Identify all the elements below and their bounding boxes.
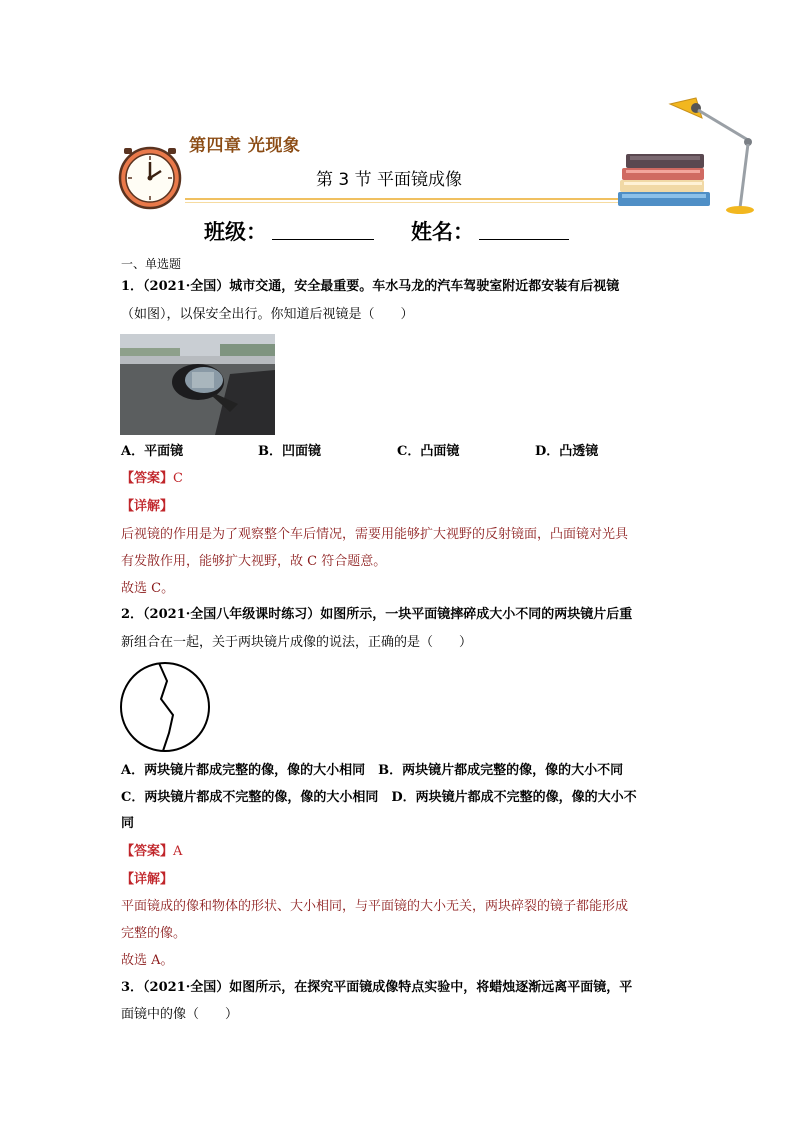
q2-answer xyxy=(121,838,182,866)
q1-option-a[interactable]: A．平面镜 xyxy=(121,444,184,459)
answer-tag: 【答案】 xyxy=(121,471,174,486)
section-title: 第 3 节 平面镜成像 xyxy=(316,170,463,190)
broken-mirror-figure xyxy=(119,661,213,753)
q2-stem-line1: 2．（2021·全国八年级课时练习）如图所示，一块平面镜摔碎成大小不同的两块镜片后重 xyxy=(121,607,633,622)
books-lamp-illustration xyxy=(612,96,762,218)
q2-detail-tag: 【详解】 xyxy=(121,872,174,887)
q1-option-b[interactable]: B．凹面镜 xyxy=(258,444,321,459)
answer-tag: 【答案】 xyxy=(121,844,174,859)
q3-stem-line2: 面镜中的像（ ） xyxy=(121,1007,239,1022)
header-rule-thin xyxy=(185,202,625,203)
q1-stem-line1: 1．（2021·全国）城市交通，安全最重要。车水马龙的汽车驾驶室附近都安装有后视镜 xyxy=(121,279,620,294)
q1-answer xyxy=(121,465,183,493)
answer-value: C xyxy=(173,471,183,486)
q2-options-line2[interactable]: C．两块镜片都成不完整的像，像的大小相同 D．两块镜片都成不完整的像，像的大小不 xyxy=(121,790,637,805)
q1-stem-line2: （如图），以保安全出行。你知道后视镜是（ ） xyxy=(121,307,414,322)
q2-conclusion: 故选 A。 xyxy=(121,953,174,968)
q3-stem-line1: 3．（2021·全国）如图所示，在探究平面镜成像特点实验中，将蜡烛逐渐远离平面镜，平 xyxy=(121,980,633,995)
q1-detail-tag: 【详解】 xyxy=(121,499,174,514)
name-label: 姓名： xyxy=(411,220,474,244)
q1-explain-line1: 后视镜的作用是为了观察整个车后情况，需要用能够扩大视野的反射镜面，凸面镜对光具 xyxy=(121,527,629,542)
q2-options-line1[interactable]: A．两块镜片都成完整的像，像的大小相同 B．两块镜片都成完整的像，像的大小不同 xyxy=(121,763,624,778)
name-input[interactable] xyxy=(479,217,569,240)
class-label: 班级： xyxy=(204,220,267,244)
clock-icon xyxy=(118,146,184,210)
class-input[interactable] xyxy=(272,217,374,240)
q2-stem-line2: 新组合在一起，关于两块镜片成像的说法，正确的是（ ） xyxy=(121,635,473,650)
chapter-title: 第四章 光现象 xyxy=(189,136,301,156)
header-rule xyxy=(185,198,625,200)
q1-explain-line2: 有发散作用，能够扩大视野，故 C 符合题意。 xyxy=(121,554,387,569)
rearview-mirror-photo xyxy=(120,334,275,435)
q1-option-d[interactable]: D．凸透镜 xyxy=(535,444,599,459)
q2-explain-line2: 完整的像。 xyxy=(121,926,187,941)
section-heading: 一、单选题 xyxy=(121,257,182,271)
answer-value: A xyxy=(173,844,183,859)
q2-options-line3: 同 xyxy=(121,816,135,831)
q2-explain-line1: 平面镜成的像和物体的形状、大小相同，与平面镜的大小无关，两块碎裂的镜子都能形成 xyxy=(121,899,629,914)
q1-option-c[interactable]: C．凸面镜 xyxy=(397,444,460,459)
q1-conclusion: 故选 C。 xyxy=(121,581,175,596)
